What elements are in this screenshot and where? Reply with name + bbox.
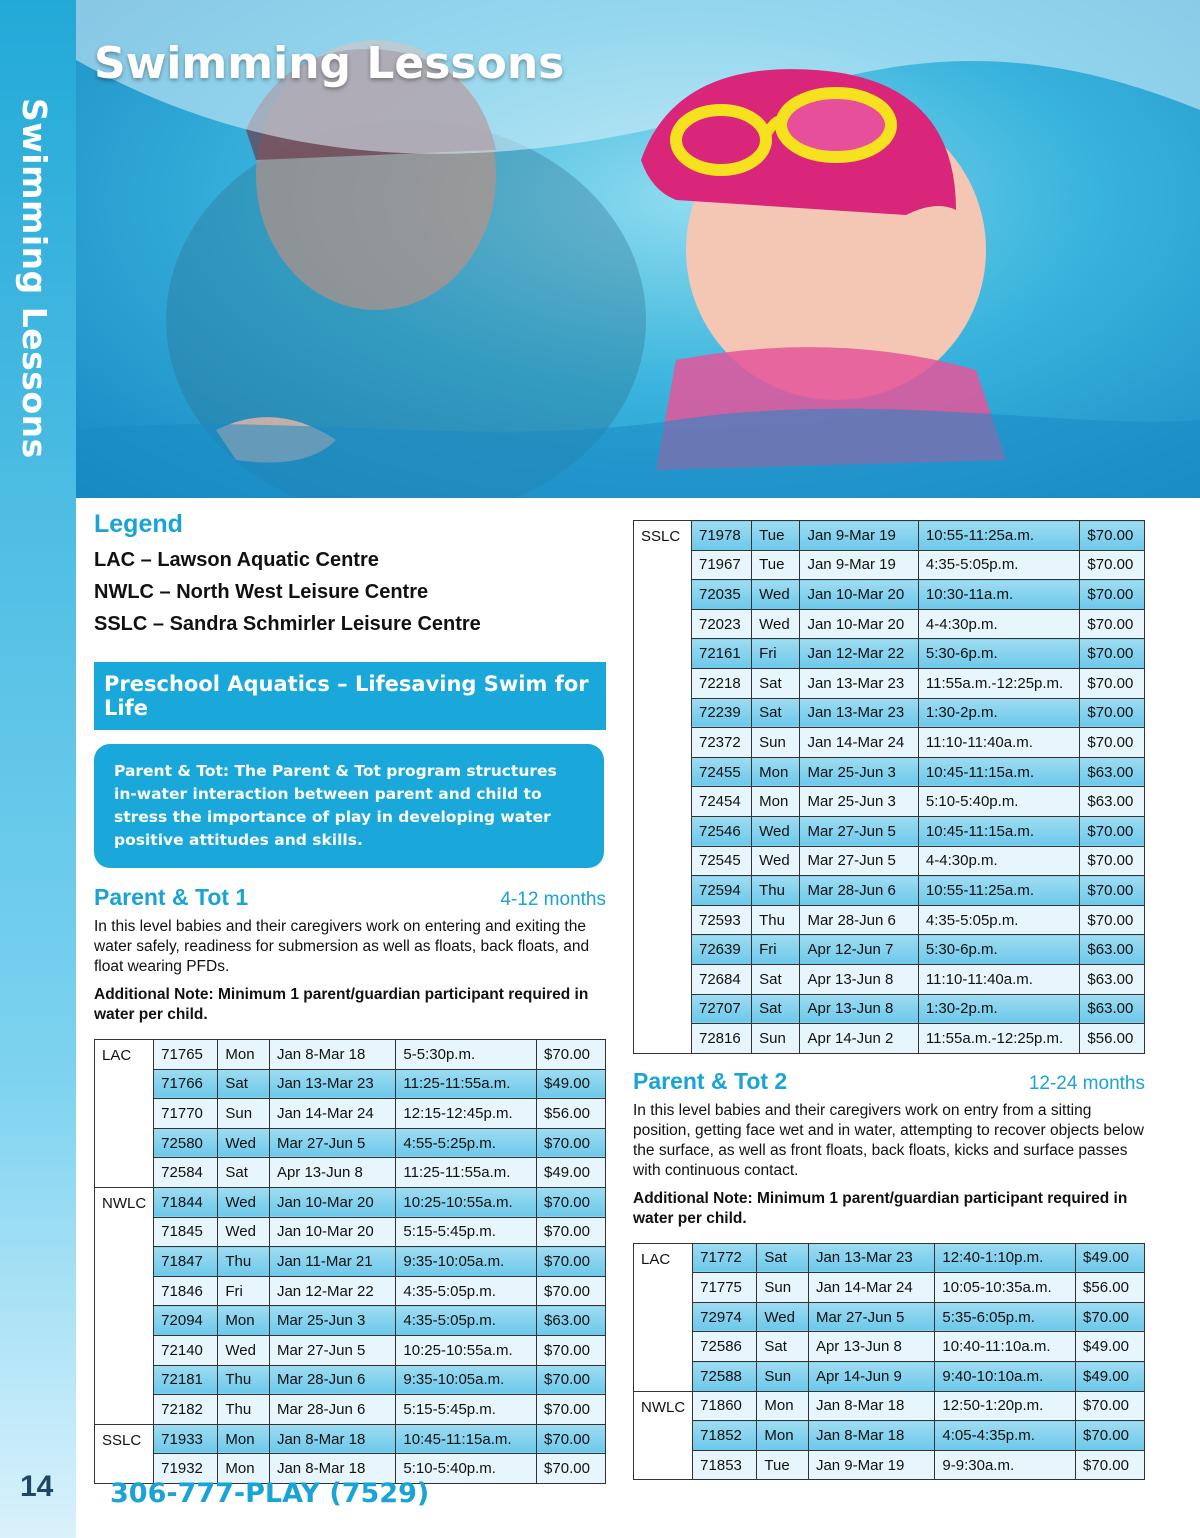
cell-dates: Jan 13-Mar 23 (800, 698, 918, 728)
cell-fee: $49.00 (1076, 1332, 1145, 1362)
cell-dates: Mar 27-Jun 5 (800, 846, 918, 876)
cell-location: NWLC (95, 1187, 154, 1424)
cell-fee: $70.00 (1080, 668, 1145, 698)
cell-time: 11:55a.m.-12:25p.m. (918, 1024, 1080, 1054)
cell-dates: Apr 13-Jun 8 (269, 1158, 395, 1188)
cell-day: Tue (752, 550, 800, 580)
cell-dates: Jan 8-Mar 18 (808, 1391, 934, 1421)
cell-location: LAC (634, 1243, 693, 1391)
table-row (634, 698, 1145, 728)
cell-dates: Apr 13-Jun 8 (808, 1332, 934, 1362)
cell-day: Mon (752, 787, 800, 817)
cell-fee: $70.00 (1080, 876, 1145, 906)
cell-day: Mon (218, 1454, 270, 1484)
cell-time: 10:05-10:35a.m. (935, 1273, 1076, 1303)
cell-dates: Jan 13-Mar 23 (800, 668, 918, 698)
phone-number: 306-777-PLAY (7529) (110, 1478, 430, 1509)
cell-fee: $56.00 (1076, 1273, 1145, 1303)
cell-fee: $49.00 (537, 1069, 606, 1099)
legend-item-lac: LAC – Lawson Aquatic Centre (94, 549, 379, 571)
cell-time: 10:45-11:15a.m. (396, 1424, 537, 1454)
table-row (634, 964, 1145, 994)
cell-day: Thu (752, 905, 800, 935)
cell-time: 5:35-6:05p.m. (935, 1302, 1076, 1332)
schedule-table-parent-tot-1-continued (633, 520, 1145, 1054)
table-row (95, 1217, 606, 1247)
cell-dates: Mar 28-Jun 6 (269, 1365, 395, 1395)
table-row (634, 1243, 1145, 1273)
cell-time: 4:35-5:05p.m. (918, 905, 1080, 935)
cell-location: LAC (95, 1040, 154, 1188)
cell-time: 4:05-4:35p.m. (935, 1421, 1076, 1451)
cell-fee: $70.00 (537, 1395, 606, 1425)
cell-fee: $70.00 (537, 1276, 606, 1306)
cell-course-code: 71772 (693, 1243, 757, 1273)
cell-day: Wed (752, 580, 800, 610)
cell-day: Mon (218, 1306, 270, 1336)
table-row (634, 905, 1145, 935)
level-note: Additional Note: Minimum 1 parent/guardian participant required in water per child. (633, 1189, 1128, 1227)
cell-dates: Apr 13-Jun 8 (800, 994, 918, 1024)
table-row (95, 1395, 606, 1425)
cell-fee: $70.00 (1076, 1391, 1145, 1421)
cell-time: 4-4:30p.m. (918, 846, 1080, 876)
cell-time: 11:10-11:40a.m. (918, 964, 1080, 994)
table-row (634, 846, 1145, 876)
cell-dates: Apr 14-Jun 9 (808, 1362, 934, 1392)
cell-dates: Mar 28-Jun 6 (269, 1395, 395, 1425)
cell-fee: $70.00 (537, 1335, 606, 1365)
section-banner: Preschool Aquatics – Lifesaving Swim for Life (94, 662, 606, 730)
cell-day: Mon (757, 1421, 809, 1451)
level-description: In this level babies and their caregivers work on entry from a sitting position, getting face wet and in water, attempting to recover objects below the surface, as well as front floats, back floats, kicks and surface passes with continuous contact. (633, 1101, 1144, 1179)
cell-course-code: 72588 (693, 1362, 757, 1392)
cell-time: 10:25-10:55a.m. (396, 1335, 537, 1365)
cell-course-code: 71853 (693, 1450, 757, 1480)
cell-day: Wed (752, 816, 800, 846)
table-row (95, 1128, 606, 1158)
cell-fee: $70.00 (537, 1040, 606, 1070)
legend-item-sslc: SSLC – Sandra Schmirler Leisure Centre (94, 613, 481, 635)
table-row (634, 728, 1145, 758)
legend-list (94, 549, 606, 636)
cell-fee: $70.00 (537, 1217, 606, 1247)
cell-dates: Mar 25-Jun 3 (800, 787, 918, 817)
cell-dates: Jan 10-Mar 20 (269, 1217, 395, 1247)
cell-dates: Mar 28-Jun 6 (800, 876, 918, 906)
cell-day: Thu (752, 876, 800, 906)
table-row (634, 550, 1145, 580)
cell-time: 4:55-5:25p.m. (396, 1128, 537, 1158)
cell-fee: $70.00 (1080, 609, 1145, 639)
table-row (95, 1158, 606, 1188)
cell-time: 10:45-11:15a.m. (918, 757, 1080, 787)
cell-time: 4:35-5:05p.m. (396, 1276, 537, 1306)
cell-fee: $56.00 (1080, 1024, 1145, 1054)
cell-day: Sat (757, 1332, 809, 1362)
table-row (634, 580, 1145, 610)
cell-day: Mon (752, 757, 800, 787)
table-row (95, 1335, 606, 1365)
table-row (95, 1276, 606, 1306)
table-row (634, 1024, 1145, 1054)
table-row (634, 1332, 1145, 1362)
cell-dates: Jan 14-Mar 24 (808, 1273, 934, 1303)
cell-time: 5:15-5:45p.m. (396, 1217, 537, 1247)
table-row (95, 1424, 606, 1454)
cell-dates: Apr 12-Jun 7 (800, 935, 918, 965)
table-row (634, 1450, 1145, 1480)
cell-dates: Jan 12-Mar 22 (269, 1276, 395, 1306)
table-row (634, 787, 1145, 817)
table-row (95, 1247, 606, 1277)
cell-fee: $63.00 (537, 1306, 606, 1336)
cell-fee: $70.00 (537, 1424, 606, 1454)
cell-dates: Mar 27-Jun 5 (800, 816, 918, 846)
cell-course-code: 72593 (692, 905, 752, 935)
cell-day: Wed (757, 1302, 809, 1332)
table-row (95, 1040, 606, 1070)
cell-course-code: 72586 (693, 1332, 757, 1362)
cell-course-code: 72974 (693, 1302, 757, 1332)
cell-dates: Jan 14-Mar 24 (800, 728, 918, 758)
table-row (95, 1069, 606, 1099)
cell-time: 9-9:30a.m. (935, 1450, 1076, 1480)
cell-fee: $70.00 (1080, 816, 1145, 846)
cell-dates: Apr 13-Jun 8 (800, 964, 918, 994)
cell-day: Sun (218, 1099, 270, 1129)
cell-fee: $70.00 (1080, 728, 1145, 758)
cell-time: 10:40-11:10a.m. (935, 1332, 1076, 1362)
cell-day: Mon (218, 1040, 270, 1070)
cell-day: Sat (752, 964, 800, 994)
cell-course-code: 71860 (693, 1391, 757, 1421)
cell-day: Thu (218, 1365, 270, 1395)
cell-time: 11:25-11:55a.m. (396, 1158, 537, 1188)
cell-day: Sun (752, 728, 800, 758)
cell-time: 12:15-12:45p.m. (396, 1099, 537, 1129)
cell-course-code: 72035 (692, 580, 752, 610)
cell-day: Sun (757, 1273, 809, 1303)
cell-course-code: 72639 (692, 935, 752, 965)
cell-time: 1:30-2p.m. (918, 698, 1080, 728)
schedule-table-parent-tot-1 (94, 1039, 606, 1484)
cell-course-code: 71844 (154, 1187, 218, 1217)
table-row (634, 1391, 1145, 1421)
cell-time: 10:55-11:25a.m. (918, 876, 1080, 906)
cell-day: Wed (218, 1217, 270, 1247)
cell-course-code: 72584 (154, 1158, 218, 1188)
cell-time: 11:25-11:55a.m. (396, 1069, 537, 1099)
cell-time: 12:50-1:20p.m. (935, 1391, 1076, 1421)
table-row (634, 1362, 1145, 1392)
cell-fee: $63.00 (1080, 787, 1145, 817)
cell-dates: Jan 8-Mar 18 (808, 1421, 934, 1451)
table-row (634, 1273, 1145, 1303)
table-row (95, 1365, 606, 1395)
cell-course-code: 72023 (692, 609, 752, 639)
table-row (634, 935, 1145, 965)
cell-dates: Jan 9-Mar 19 (808, 1450, 934, 1480)
cell-day: Wed (218, 1335, 270, 1365)
cell-time: 5:30-6p.m. (918, 935, 1080, 965)
cell-fee: $70.00 (1080, 580, 1145, 610)
side-tab (0, 0, 76, 1538)
page-title: Swimming Lessons (94, 38, 565, 89)
cell-fee: $70.00 (1080, 639, 1145, 669)
cell-dates: Jan 8-Mar 18 (269, 1454, 395, 1484)
cell-dates: Jan 9-Mar 19 (800, 521, 918, 551)
cell-dates: Jan 9-Mar 19 (800, 550, 918, 580)
cell-day: Mon (757, 1391, 809, 1421)
cell-day: Tue (752, 521, 800, 551)
cell-location: SSLC (95, 1424, 154, 1483)
cell-dates: Jan 12-Mar 22 (800, 639, 918, 669)
cell-fee: $70.00 (1076, 1450, 1145, 1480)
cell-course-code: 72546 (692, 816, 752, 846)
cell-time: 9:35-10:05a.m. (396, 1247, 537, 1277)
cell-course-code: 71978 (692, 521, 752, 551)
cell-fee: $70.00 (1080, 521, 1145, 551)
cell-time: 5-5:30p.m. (396, 1040, 537, 1070)
cell-time: 10:25-10:55a.m. (396, 1187, 537, 1217)
cell-day: Wed (218, 1128, 270, 1158)
level-note: Additional Note: Minimum 1 parent/guardian participant required in water per child. (94, 986, 589, 1023)
level-title: Parent & Tot 2 (633, 1067, 788, 1094)
cell-fee: $63.00 (1080, 935, 1145, 965)
table-row (634, 521, 1145, 551)
cell-time: 12:40-1:10p.m. (935, 1243, 1076, 1273)
cell-course-code: 72182 (154, 1395, 218, 1425)
cell-dates: Mar 27-Jun 5 (269, 1128, 395, 1158)
cell-time: 10:55-11:25a.m. (918, 521, 1080, 551)
cell-time: 9:40-10:10a.m. (935, 1362, 1076, 1392)
cell-fee: $70.00 (1076, 1302, 1145, 1332)
cell-day: Sun (752, 1024, 800, 1054)
cell-time: 10:30-11a.m. (918, 580, 1080, 610)
cell-day: Mon (218, 1424, 270, 1454)
cell-course-code: 71933 (154, 1424, 218, 1454)
cell-course-code: 71765 (154, 1040, 218, 1070)
cell-fee: $63.00 (1080, 757, 1145, 787)
page-number: 14 (20, 1470, 54, 1503)
cell-day: Sun (757, 1362, 809, 1392)
level-age: 4-12 months (500, 889, 606, 910)
level-description: In this level babies and their caregivers work on entering and exiting the water safely, readiness for submersion as well as floats, back floats, and float wearing PFDs. (94, 918, 590, 975)
hero-photo (76, 0, 1200, 498)
cell-course-code: 71847 (154, 1247, 218, 1277)
cell-fee: $56.00 (537, 1099, 606, 1129)
cell-day: Wed (752, 846, 800, 876)
cell-time: 9:35-10:05a.m. (396, 1365, 537, 1395)
cell-course-code: 72455 (692, 757, 752, 787)
table-row (634, 994, 1145, 1024)
cell-dates: Jan 10-Mar 20 (800, 609, 918, 639)
cell-time: 1:30-2p.m. (918, 994, 1080, 1024)
cell-dates: Jan 14-Mar 24 (269, 1099, 395, 1129)
level-header-parent-tot-2 (633, 1068, 1145, 1095)
cell-course-code: 72181 (154, 1365, 218, 1395)
cell-course-code: 72218 (692, 668, 752, 698)
level-age: 12-24 months (1028, 1072, 1145, 1094)
cell-dates: Jan 13-Mar 23 (269, 1069, 395, 1099)
cell-dates: Mar 25-Jun 3 (269, 1306, 395, 1336)
cell-dates: Jan 10-Mar 20 (800, 580, 918, 610)
cell-fee: $70.00 (1080, 698, 1145, 728)
cell-fee: $49.00 (1076, 1362, 1145, 1392)
table-row (95, 1187, 606, 1217)
cell-day: Thu (218, 1247, 270, 1277)
cell-course-code: 72594 (692, 876, 752, 906)
cell-day: Fri (218, 1276, 270, 1306)
cell-course-code: 72816 (692, 1024, 752, 1054)
cell-day: Sat (218, 1069, 270, 1099)
cell-course-code: 71766 (154, 1069, 218, 1099)
program-info-box: Parent & Tot: The Parent & Tot program structures in-water interaction between parent and child to stress the importance of play in developing water positive attitudes and skills. (94, 744, 604, 868)
table-row (95, 1099, 606, 1129)
cell-fee: $70.00 (537, 1365, 606, 1395)
cell-dates: Mar 25-Jun 3 (800, 757, 918, 787)
cell-course-code: 72372 (692, 728, 752, 758)
legend-title: Legend (94, 510, 183, 538)
cell-fee: $70.00 (537, 1187, 606, 1217)
cell-time: 10:45-11:15a.m. (918, 816, 1080, 846)
cell-day: Sat (752, 994, 800, 1024)
cell-course-code: 72707 (692, 994, 752, 1024)
cell-day: Tue (757, 1450, 809, 1480)
cell-fee: $70.00 (537, 1128, 606, 1158)
cell-dates: Jan 13-Mar 23 (808, 1243, 934, 1273)
cell-time: 4:35-5:05p.m. (918, 550, 1080, 580)
cell-course-code: 71845 (154, 1217, 218, 1247)
cell-course-code: 72454 (692, 787, 752, 817)
cell-time: 4:35-5:05p.m. (396, 1306, 537, 1336)
cell-fee: $63.00 (1080, 964, 1145, 994)
left-column (94, 510, 606, 1484)
cell-course-code: 71846 (154, 1276, 218, 1306)
cell-dates: Jan 8-Mar 18 (269, 1040, 395, 1070)
cell-dates: Jan 11-Mar 21 (269, 1247, 395, 1277)
cell-fee: $70.00 (537, 1454, 606, 1484)
cell-course-code: 72684 (692, 964, 752, 994)
cell-time: 5:10-5:40p.m. (396, 1454, 537, 1484)
cell-course-code: 72580 (154, 1128, 218, 1158)
cell-course-code: 72140 (154, 1335, 218, 1365)
cell-time: 11:55a.m.-12:25p.m. (918, 668, 1080, 698)
table-row (634, 639, 1145, 669)
cell-day: Sat (752, 698, 800, 728)
legend-item-nwlc: NWLC – North West Leisure Centre (94, 581, 429, 603)
cell-dates: Apr 14-Jun 2 (800, 1024, 918, 1054)
cell-fee: $70.00 (1080, 550, 1145, 580)
cell-fee: $49.00 (537, 1158, 606, 1188)
right-column (633, 520, 1145, 1480)
cell-day: Sat (218, 1158, 270, 1188)
cell-fee: $70.00 (1076, 1421, 1145, 1451)
cell-course-code: 72239 (692, 698, 752, 728)
level-title: Parent & Tot 1 (94, 884, 249, 910)
cell-time: 5:10-5:40p.m. (918, 787, 1080, 817)
cell-course-code: 71932 (154, 1454, 218, 1484)
cell-time: 5:30-6p.m. (918, 639, 1080, 669)
cell-day: Thu (218, 1395, 270, 1425)
cell-day: Wed (752, 609, 800, 639)
cell-dates: Mar 28-Jun 6 (800, 905, 918, 935)
cell-dates: Mar 27-Jun 5 (808, 1302, 934, 1332)
cell-location: NWLC (634, 1391, 693, 1480)
cell-time: 11:10-11:40a.m. (918, 728, 1080, 758)
level-header-parent-tot-1 (94, 884, 606, 911)
table-row (634, 609, 1145, 639)
cell-course-code: 71852 (693, 1421, 757, 1451)
cell-day: Wed (218, 1187, 270, 1217)
table-row (95, 1306, 606, 1336)
side-tab-label: Swimming Lessons (15, 98, 54, 459)
cell-fee: $70.00 (1080, 905, 1145, 935)
cell-fee: $70.00 (1080, 846, 1145, 876)
cell-time: 4-4:30p.m. (918, 609, 1080, 639)
cell-course-code: 71775 (693, 1273, 757, 1303)
cell-course-code: 72545 (692, 846, 752, 876)
cell-dates: Jan 10-Mar 20 (269, 1187, 395, 1217)
table-row (634, 668, 1145, 698)
table-row (634, 1421, 1145, 1451)
cell-course-code: 71967 (692, 550, 752, 580)
cell-fee: $63.00 (1080, 994, 1145, 1024)
table-row (634, 757, 1145, 787)
cell-course-code: 71770 (154, 1099, 218, 1129)
table-row (634, 1302, 1145, 1332)
table-row (634, 876, 1145, 906)
schedule-table-parent-tot-2 (633, 1243, 1145, 1481)
cell-day: Fri (752, 935, 800, 965)
cell-dates: Jan 8-Mar 18 (269, 1424, 395, 1454)
cell-fee: $70.00 (537, 1247, 606, 1277)
cell-day: Sat (757, 1243, 809, 1273)
cell-fee: $49.00 (1076, 1243, 1145, 1273)
table-row (634, 816, 1145, 846)
cell-day: Fri (752, 639, 800, 669)
cell-time: 5:15-5:45p.m. (396, 1395, 537, 1425)
cell-location: SSLC (634, 521, 692, 1054)
cell-dates: Mar 27-Jun 5 (269, 1335, 395, 1365)
cell-course-code: 72094 (154, 1306, 218, 1336)
cell-day: Sat (752, 668, 800, 698)
cell-course-code: 72161 (692, 639, 752, 669)
